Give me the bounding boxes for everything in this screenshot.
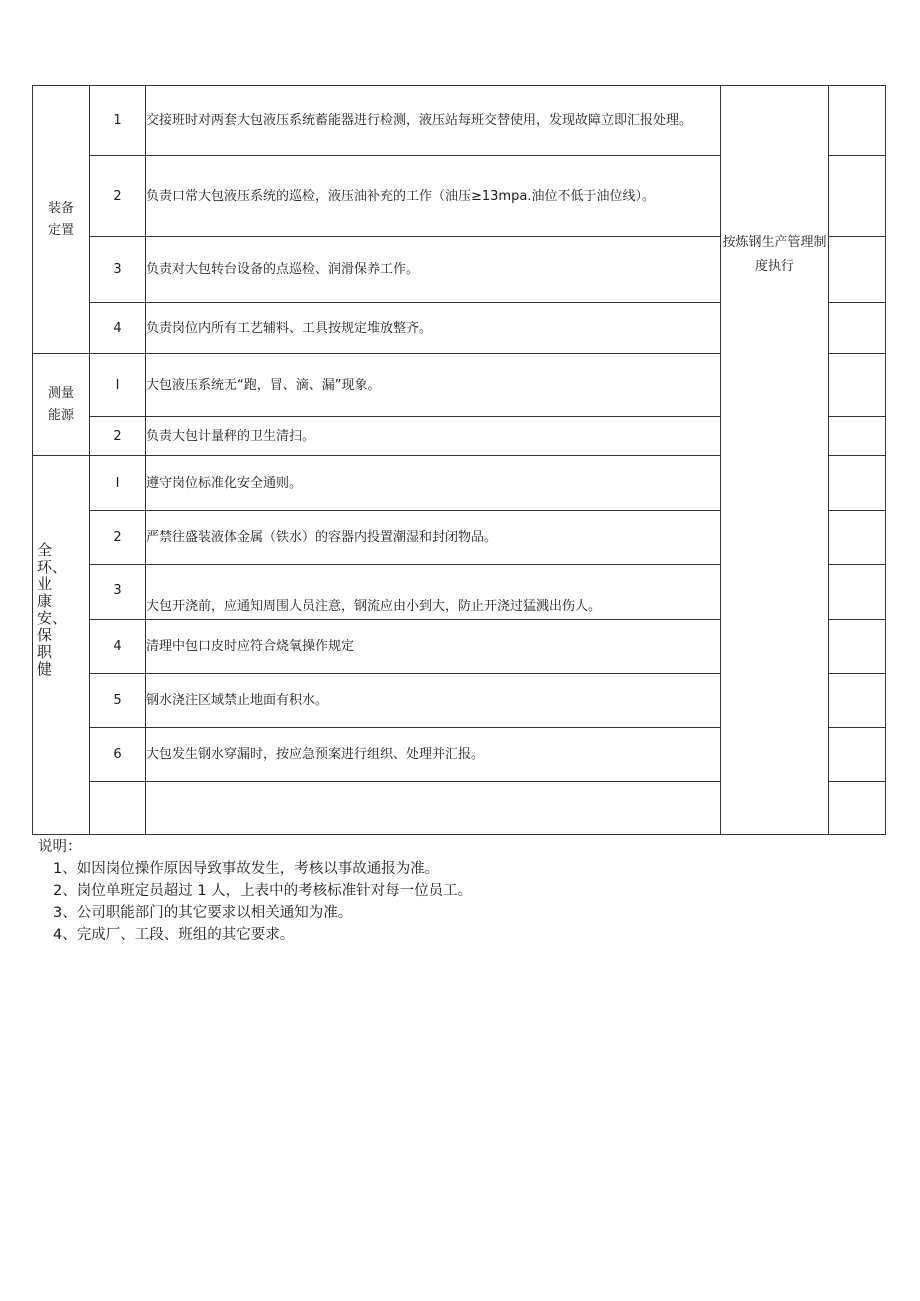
category-cell — [33, 456, 90, 835]
category-cell — [33, 354, 90, 456]
score-cell — [829, 237, 886, 303]
requirement-text: 负责口常大包液压系统的巡检，液压油补充的工作（油压≥13mpa.油位不低于油位线）。 — [146, 156, 721, 237]
row-number: 3 — [90, 565, 146, 620]
requirement-text: 交接班时对两套大包液压系统蓄能器进行检测，液压站每班交替使用，发现故障立即汇报处理。 — [146, 86, 721, 156]
category-label: 测量能源 — [47, 385, 74, 423]
requirement-text: 大包发生钢水穿漏时，按应急预案进行组织、处理并汇报。 — [146, 728, 721, 782]
standard-text: 按炼钢生产管理制度执行 — [722, 235, 827, 274]
requirement-text — [146, 782, 721, 835]
row-number: 1 — [90, 86, 146, 156]
score-cell — [829, 565, 886, 620]
row-number: I — [90, 456, 146, 511]
row-number: 4 — [90, 620, 146, 674]
requirement-text: 钢水浇注区域禁止地面有积水。 — [146, 674, 721, 728]
score-cell — [829, 354, 886, 417]
table-row — [33, 86, 886, 156]
note-item: 3、公司职能部门的其它要求以相关通知为准。 — [53, 905, 353, 921]
requirement-text: 清理中包口皮时应符合烧氧操作规定 — [146, 620, 721, 674]
score-cell — [829, 456, 886, 511]
score-cell — [829, 417, 886, 456]
row-number: 6 — [90, 728, 146, 782]
note-item: 2、岗位单班定员超过 1 人，上表中的考核标准针对每一位员工。 — [53, 883, 473, 899]
row-number: 2 — [90, 417, 146, 456]
score-cell — [829, 156, 886, 237]
requirement-text: 负责岗位内所有工艺辅料、工具按规定堆放整齐。 — [146, 303, 721, 354]
requirement-text: 大包开浇前，应通知周围人员注意，钢流应由小到大，防止开浇过猛溅出伤人。 — [146, 565, 721, 620]
requirement-text: 负责对大包转台设备的点巡检、润滑保养工作。 — [146, 237, 721, 303]
row-number: I — [90, 354, 146, 417]
notes-title: 说明： — [38, 839, 82, 855]
score-cell — [829, 728, 886, 782]
score-cell — [829, 620, 886, 674]
standard-cell — [721, 86, 829, 835]
category-label: 全环、业康安、保职健 — [37, 541, 68, 678]
row-number: 3 — [90, 237, 146, 303]
score-cell — [829, 511, 886, 565]
row-number: 4 — [90, 303, 146, 354]
requirement-text: 严禁往盛装液体金属（铁水）的容器内投置潮湿和封闭物品。 — [146, 511, 721, 565]
requirement-text: 负责大包计量秤的卫生清扫。 — [146, 417, 721, 456]
category-label: 装备定置 — [47, 200, 74, 238]
category-cell — [33, 86, 90, 354]
notes-section — [38, 836, 472, 946]
requirement-text: 遵守岗位标准化安全通则。 — [146, 456, 721, 511]
row-number: 2 — [90, 511, 146, 565]
score-cell — [829, 86, 886, 156]
note-item: 1、如因岗位操作原因导致事故发生，考核以事故通报为准。 — [53, 861, 440, 877]
row-number: 5 — [90, 674, 146, 728]
row-number: 2 — [90, 156, 146, 237]
score-cell — [829, 303, 886, 354]
row-number — [90, 782, 146, 835]
score-cell — [829, 782, 886, 835]
score-cell — [829, 674, 886, 728]
assessment-table — [32, 85, 886, 835]
requirement-text: 大包液压系统无“跑，冒、滴、漏”现象。 — [146, 354, 721, 417]
note-item: 4、完成厂、工段、班组的其它要求。 — [53, 927, 295, 943]
